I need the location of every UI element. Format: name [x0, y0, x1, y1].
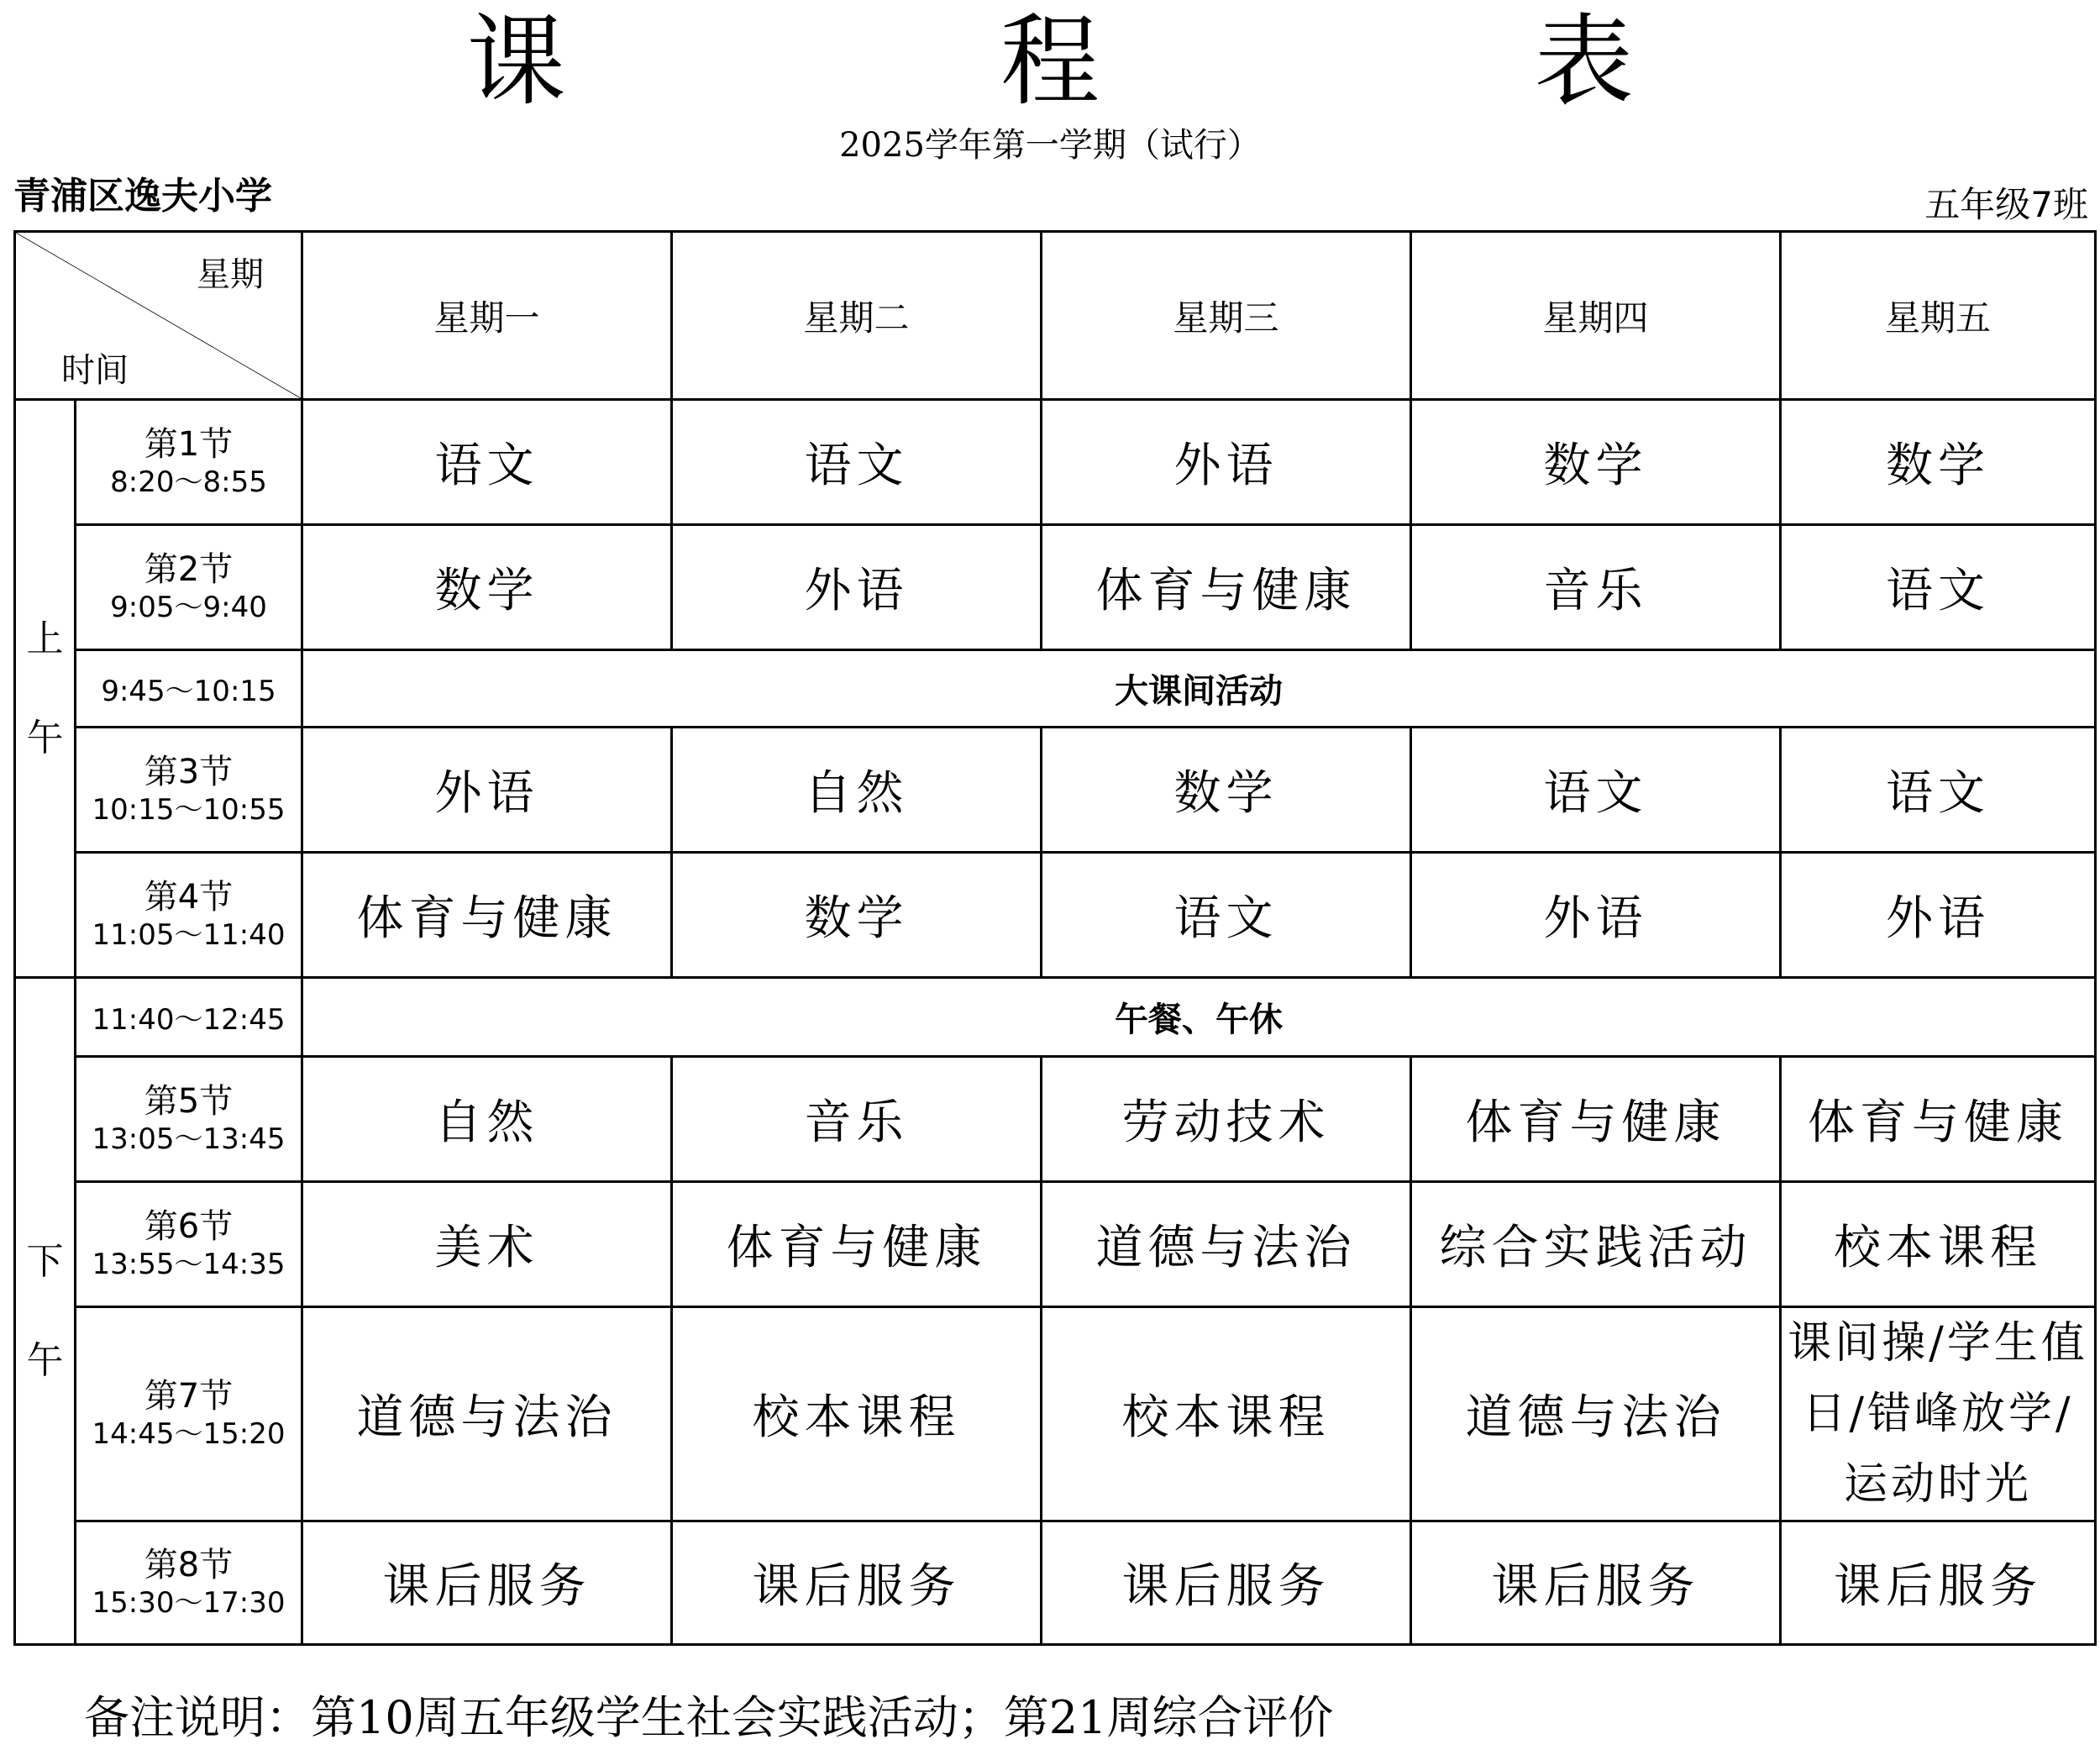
subject-cell: 数学: [1042, 728, 1411, 853]
afternoon-label: [15, 978, 76, 1645]
subject-cell: 道德与法治: [1411, 1307, 1781, 1521]
subject-cell: 数学: [672, 853, 1042, 978]
period-name: 第3节: [144, 753, 234, 791]
subject-cell: 课后服务: [302, 1521, 672, 1645]
period-row: [15, 1307, 2096, 1521]
day-header-tue: 星期二: [672, 232, 1042, 400]
subject-cell: 体育与健康: [302, 853, 672, 978]
period-name: 第1节: [144, 425, 234, 464]
day-header-mon: 星期一: [302, 232, 672, 400]
corner-time-label: 时间: [61, 351, 129, 390]
activity-cell: 大课间活动: [302, 650, 2096, 728]
subject-cell: 道德与法治: [1042, 1182, 1411, 1307]
subject-cell: 课后服务: [1781, 1521, 2096, 1645]
period-time: 10:15～10:55: [92, 793, 286, 827]
period-time: 11:05～11:40: [92, 918, 286, 952]
period-cell: [76, 1182, 302, 1307]
timetable: [13, 230, 2097, 1646]
page-title: 课 程 表: [466, 3, 1835, 119]
period-name: 第4节: [144, 878, 234, 917]
subject-cell: 体育与健康: [672, 1182, 1042, 1307]
subject-cell: 语文: [1411, 728, 1781, 853]
subject-cell: 数学: [1411, 400, 1781, 525]
subject-cell: 语文: [1781, 728, 2096, 853]
corner-week-label: 星期: [197, 255, 264, 294]
morning-char-2: 午: [26, 716, 64, 759]
day-header-wed: 星期三: [1042, 232, 1411, 400]
period-time: 13:55～14:35: [92, 1248, 286, 1281]
subject-cell: 体育与健康: [1781, 1057, 2096, 1182]
period-name: 第2节: [144, 550, 234, 589]
subject-cell: 外语: [1781, 853, 2096, 978]
period-row: [15, 853, 2096, 978]
period-cell: [76, 400, 302, 525]
subject-cell: 美术: [302, 1182, 672, 1307]
subject-cell: 道德与法治: [302, 1307, 672, 1521]
header-row: [15, 232, 2096, 400]
activity-time: 9:45～10:15: [76, 650, 302, 728]
afternoon-char-1: 下: [26, 1239, 64, 1283]
subject-cell: 语文: [672, 400, 1042, 525]
period-cell: [76, 525, 302, 650]
period-time: 13:05～13:45: [92, 1122, 286, 1156]
period-cell: [76, 1521, 302, 1645]
subject-cell: 校本课程: [1781, 1182, 2096, 1307]
afternoon-char-2: 午: [26, 1338, 64, 1382]
morning-label: [15, 400, 76, 978]
period-row: [15, 1521, 2096, 1645]
subject-cell: 外语: [672, 525, 1042, 650]
subject-cell: 校本课程: [1042, 1307, 1411, 1521]
subject-cell: 课间操/学生值日/错峰放学/运动时光: [1781, 1307, 2096, 1521]
subject-cell: 语文: [1042, 853, 1411, 978]
period-row: [15, 728, 2096, 853]
period-cell: [76, 728, 302, 853]
subject-cell: 自然: [672, 728, 1042, 853]
period-name: 第7节: [144, 1377, 234, 1416]
subject-cell: 音乐: [672, 1057, 1042, 1182]
activity-time: 11:40～12:45: [76, 978, 302, 1057]
subject-cell: 自然: [302, 1057, 672, 1182]
period-time: 9:05～9:40: [110, 591, 267, 624]
subject-cell: 外语: [1411, 853, 1781, 978]
remarks-note: 备注说明：第10周五年级学生社会实践活动；第21周综合评价: [84, 1691, 1334, 1744]
subject-cell: 体育与健康: [1411, 1057, 1781, 1182]
subject-cell: 校本课程: [672, 1307, 1042, 1521]
period-cell: [76, 853, 302, 978]
subject-cell: 外语: [1042, 400, 1411, 525]
class-name: 五年级7班: [1924, 184, 2088, 225]
semester-subtitle: 2025学年第一学期（试行）: [839, 126, 1261, 165]
day-header-fri: 星期五: [1781, 232, 2096, 400]
subject-cell: 数学: [302, 525, 672, 650]
subject-cell: 数学: [1781, 400, 2096, 525]
period-name: 第6节: [144, 1207, 234, 1246]
subject-cell: 课后服务: [1411, 1521, 1781, 1645]
period-time: 15:30～17:30: [92, 1586, 286, 1620]
period-time: 8:20～8:55: [110, 465, 267, 499]
period-cell: [76, 1057, 302, 1182]
activity-row: [15, 650, 2096, 728]
subject-cell: 劳动技术: [1042, 1057, 1411, 1182]
period-row: [15, 525, 2096, 650]
period-cell: [76, 1307, 302, 1521]
period-name: 第5节: [144, 1082, 234, 1121]
subject-cell: 课后服务: [1042, 1521, 1411, 1645]
subject-cell: 语文: [302, 400, 672, 525]
period-row: [15, 400, 2096, 525]
period-row: [15, 1182, 2096, 1307]
morning-char-1: 上: [26, 617, 64, 660]
corner-cell: [15, 232, 302, 400]
activity-row: [15, 978, 2096, 1057]
period-name: 第8节: [144, 1546, 234, 1584]
subject-cell: 综合实践活动: [1411, 1182, 1781, 1307]
subject-cell: 语文: [1781, 525, 2096, 650]
subject-cell: 体育与健康: [1042, 525, 1411, 650]
period-row: [15, 1057, 2096, 1182]
subject-cell: 课后服务: [672, 1521, 1042, 1645]
school-name: 青浦区逸夫小学: [13, 175, 272, 218]
period-time: 14:45～15:20: [92, 1417, 286, 1451]
activity-cell: 午餐、午休: [302, 978, 2096, 1057]
subject-cell: 外语: [302, 728, 672, 853]
subject-cell: 音乐: [1411, 525, 1781, 650]
day-header-thu: 星期四: [1411, 232, 1781, 400]
